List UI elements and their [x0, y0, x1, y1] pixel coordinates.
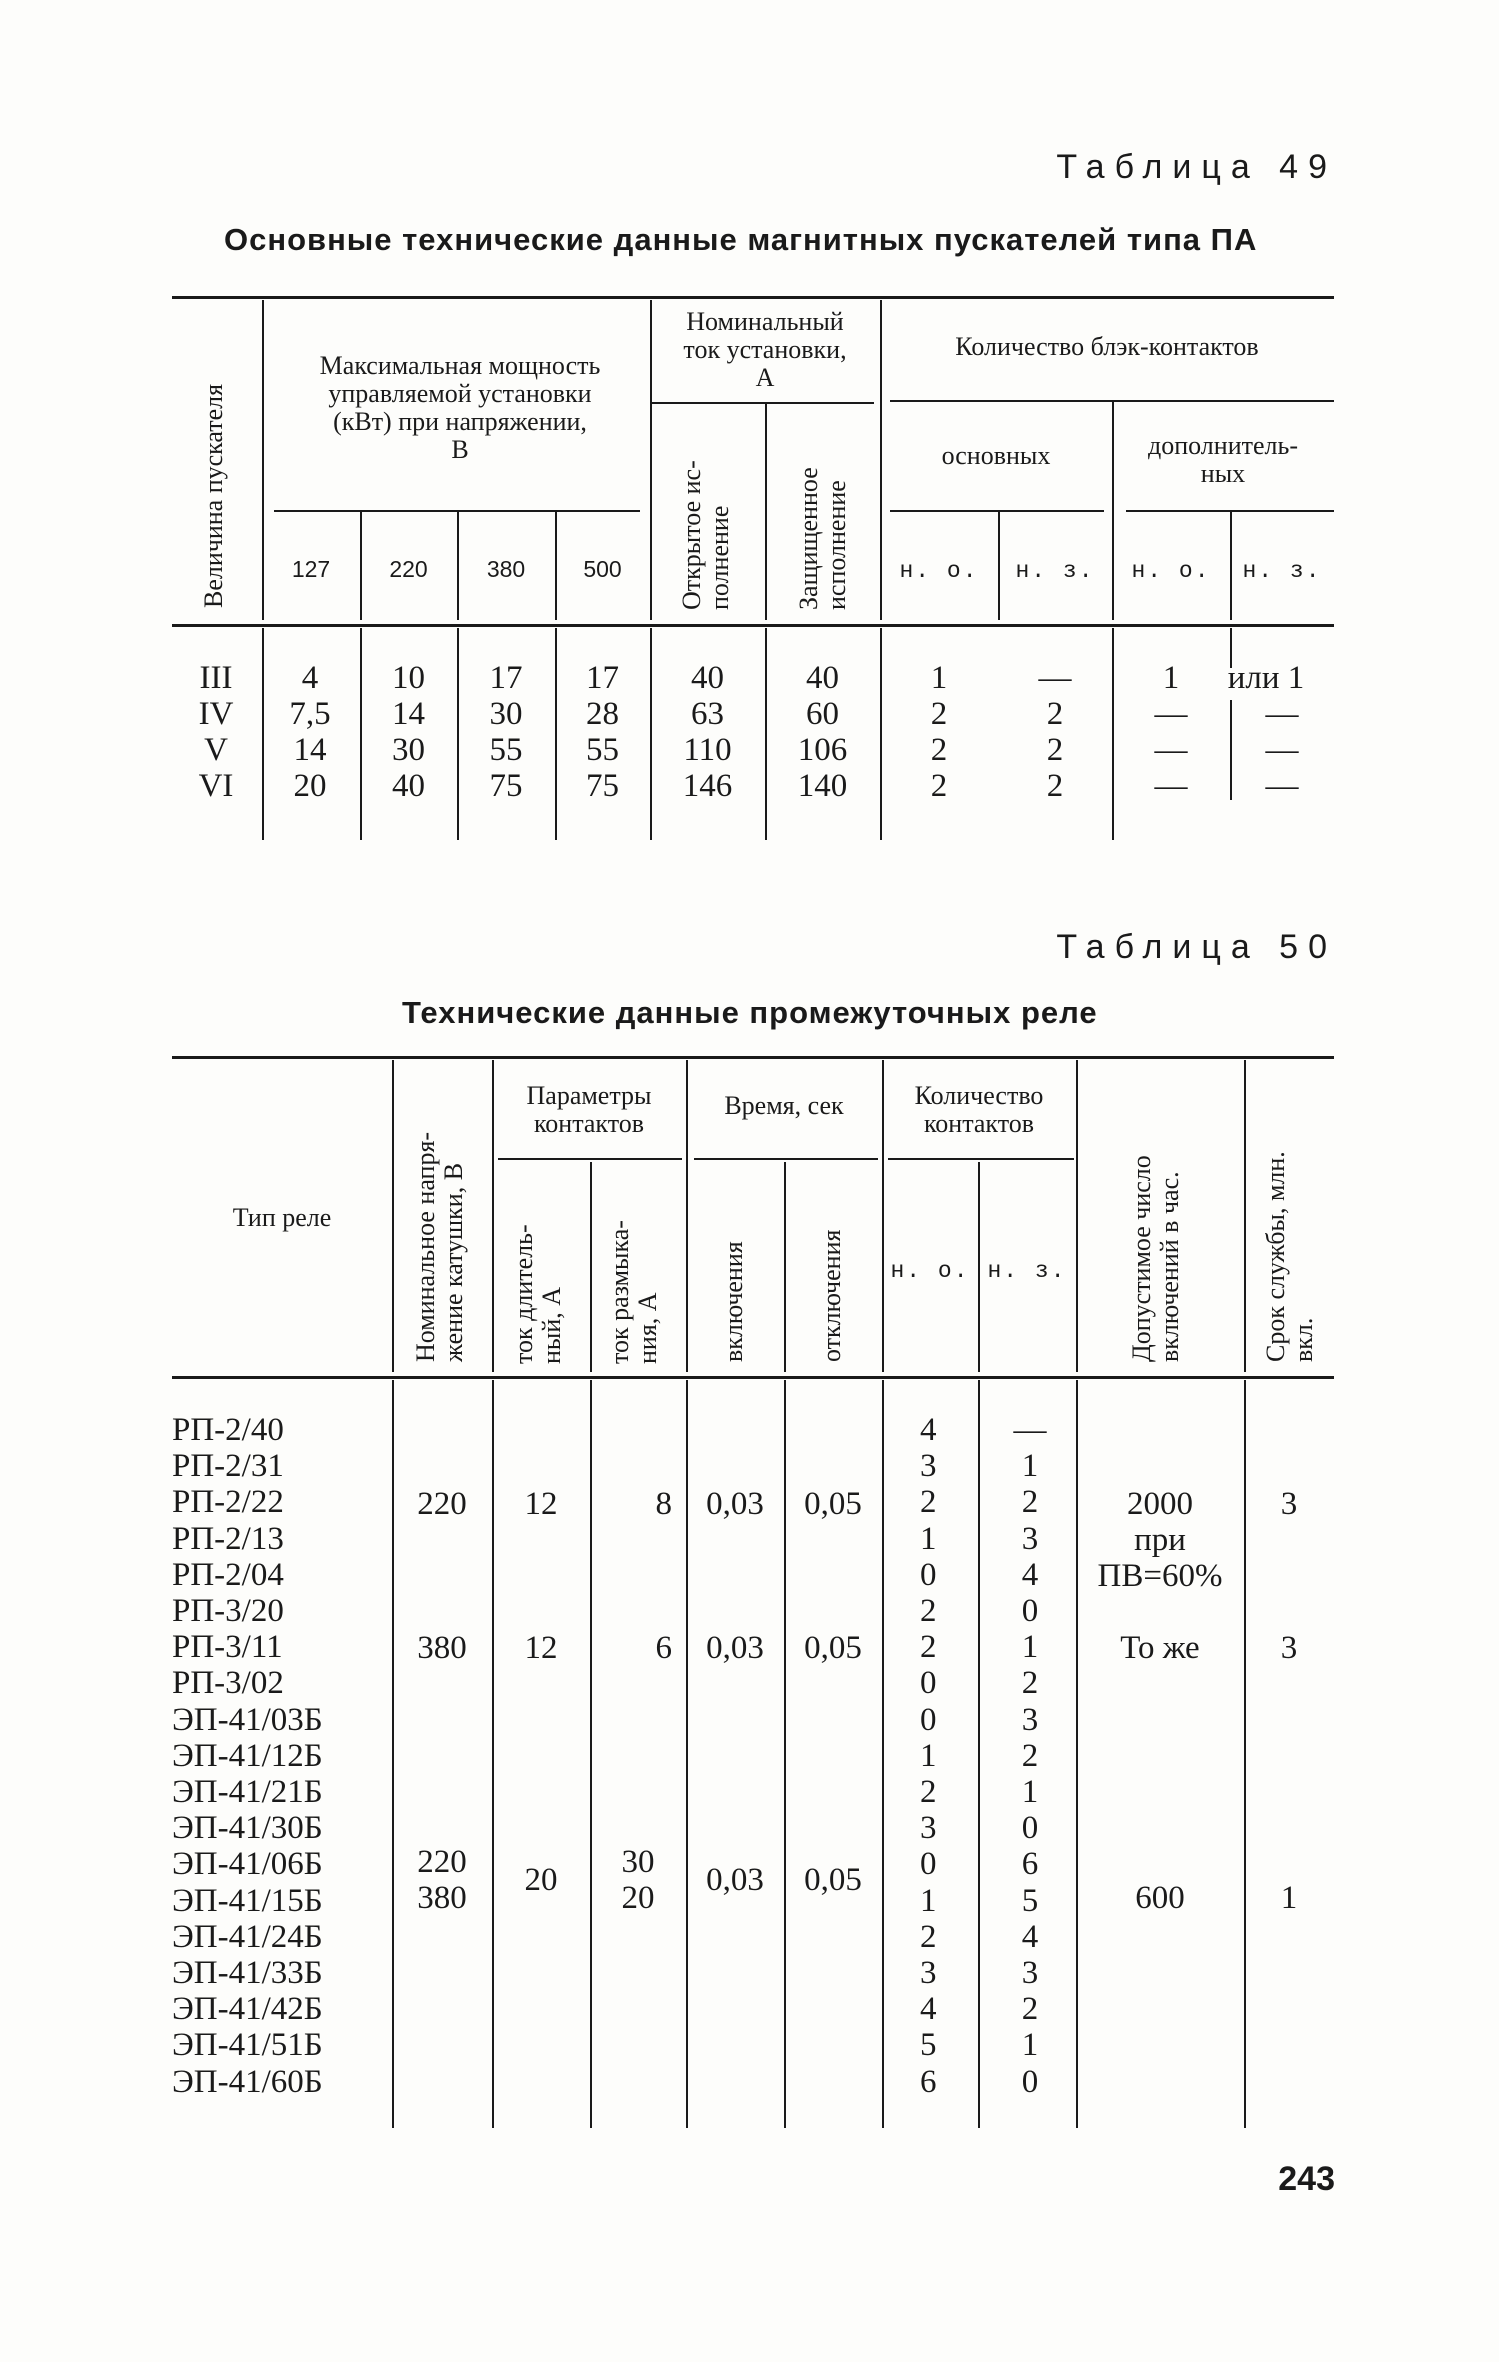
- header-service-life: Срок службы, млн. вкл.: [1261, 1151, 1318, 1362]
- header-off: отключения: [817, 1229, 846, 1362]
- contacts-no: 2: [920, 1593, 937, 1629]
- t49-cell-main_no: 2: [930, 696, 948, 732]
- rp3-long-current: 12: [524, 1630, 558, 1666]
- header-add-no: н. о.: [1131, 558, 1211, 584]
- contacts-no: 1: [920, 1520, 937, 1557]
- relay-type: ЭП-41/03Б: [172, 1701, 323, 1738]
- contacts-nz: 1: [1021, 1774, 1039, 1810]
- t49-cell-p380: 30: [489, 696, 523, 732]
- t49-cell-add_nz: —: [1265, 768, 1299, 804]
- ep41-voltage: 220 380: [417, 1844, 467, 1916]
- contacts-nz: 6: [1021, 1846, 1039, 1883]
- t49-cell-main_nz: 2: [1046, 768, 1064, 804]
- relay-type: ЭП-41/30Б: [172, 1810, 323, 1847]
- contacts-nz: 2: [1021, 1484, 1039, 1521]
- t49-cell-main_nz: 2: [1046, 732, 1064, 768]
- relay-type: ЭП-41/24Б: [172, 1918, 323, 1955]
- table49-caption: Основные технические данные магнитных пускателей типа ПА: [224, 222, 1258, 257]
- t49-cell-add_no: —: [1154, 768, 1188, 804]
- ep41-on: 0,03: [706, 1862, 764, 1898]
- t49-cell-add_no: —: [1154, 696, 1188, 732]
- t49-cell-open: 110: [683, 732, 732, 768]
- rp3-on: 0,03: [706, 1630, 764, 1666]
- t49-cell-p500: 75: [586, 768, 619, 804]
- t49-cell-size: VI: [198, 768, 234, 804]
- rp2-voltage: 220: [417, 1486, 467, 1522]
- contacts-nz: 1: [1021, 1629, 1039, 1666]
- rp2-long-current: 12: [524, 1486, 558, 1522]
- contacts-no: 4: [920, 1991, 937, 2028]
- t49-cell-p127: 14: [293, 732, 327, 768]
- header-coil-voltage: Номинальное напря- жение катушки, В: [411, 1131, 468, 1362]
- t49-cell-main_no: 1: [930, 660, 948, 696]
- relay-type: РП-3/02: [172, 1665, 284, 1702]
- contacts-nz: 4: [1021, 1918, 1039, 1955]
- contacts-no: 2: [920, 1484, 937, 1521]
- t49-cell-prot: 40: [806, 660, 839, 696]
- header-t50-no: н. о.: [890, 1258, 970, 1284]
- contacts-no: 1: [920, 1882, 937, 1919]
- t49-cell-main_nz: 2: [1046, 696, 1064, 732]
- contacts-no: 2: [920, 1629, 937, 1666]
- header-open: Открытое ис- полнение: [677, 460, 734, 610]
- t49-cell-p220: 40: [392, 768, 425, 804]
- contacts-nz: 3: [1021, 1955, 1039, 1991]
- rp3-break-current: 6: [655, 1630, 672, 1666]
- t49-cell-size: III: [199, 660, 233, 696]
- contacts-no: 3: [920, 1955, 937, 1991]
- header-main: основных: [941, 441, 1051, 470]
- t49-cell-add_nz: или 1: [1227, 660, 1305, 696]
- header-t50-nz: н. з.: [987, 1258, 1067, 1284]
- contacts-nz: 0: [1021, 2063, 1039, 2100]
- t49-cell-p500: 28: [586, 696, 619, 732]
- contacts-no: 2: [920, 1774, 937, 1810]
- header-main-no: н. о.: [899, 558, 979, 584]
- contacts-no: 0: [920, 1701, 937, 1738]
- ep41-long-current: 20: [524, 1862, 558, 1898]
- contacts-no: 3: [920, 1810, 937, 1847]
- table50-label: Таблица 50: [1056, 928, 1337, 966]
- header-size: Величина пускателя: [199, 383, 228, 608]
- contacts-no: 0: [920, 1556, 937, 1593]
- t49-cell-size: V: [204, 732, 228, 768]
- header-nominal-current: Номинальный ток установки, А: [683, 307, 847, 392]
- relay-type: РП-2/04: [172, 1556, 284, 1593]
- contacts-nz: 2: [1021, 1665, 1039, 1702]
- header-main-nz: н. з.: [1015, 558, 1095, 584]
- contacts-nz: —: [1013, 1412, 1047, 1448]
- t49-cell-p500: 55: [586, 732, 619, 768]
- rp2-break-current: 8: [655, 1486, 672, 1522]
- relay-type: РП-3/20: [172, 1593, 284, 1629]
- t49-cell-p220: 10: [392, 660, 425, 696]
- contacts-no: 5: [920, 2027, 937, 2064]
- t49-cell-prot: 140: [797, 768, 848, 804]
- header-block-contacts: Количество блэк-контактов: [955, 332, 1259, 361]
- relay-type: РП-3/11: [172, 1629, 283, 1666]
- t49-cell-p127: 4: [301, 660, 319, 696]
- contacts-nz: 3: [1021, 1520, 1039, 1557]
- contacts-no: 4: [920, 1412, 937, 1448]
- t49-cell-add_nz: —: [1265, 732, 1299, 768]
- contacts-no: 1: [920, 1737, 937, 1774]
- t49-cell-prot: 60: [806, 696, 839, 732]
- header-add-nz: н. з.: [1242, 558, 1322, 584]
- contacts-nz: 5: [1021, 1882, 1039, 1919]
- relay-type: РП-2/31: [172, 1448, 284, 1485]
- header-time: Время, сек: [724, 1091, 844, 1120]
- contacts-no: 3: [920, 1448, 937, 1485]
- t49-cell-add_no: 1: [1162, 660, 1180, 696]
- t49-cell-main_no: 2: [930, 732, 948, 768]
- header-long-current: ток длитель- ный, А: [509, 1224, 566, 1364]
- t49-cell-main_nz: —: [1038, 660, 1072, 696]
- t49-cell-open: 40: [691, 660, 724, 696]
- header-v380: 380: [486, 556, 526, 582]
- contacts-nz: 1: [1021, 1448, 1039, 1485]
- rp3-off: 0,05: [804, 1630, 862, 1666]
- ep41-break-current: 30 20: [621, 1844, 655, 1916]
- table50-caption: Технические данные промежуточных реле: [402, 995, 1098, 1030]
- contacts-no: 0: [920, 1846, 937, 1883]
- page-number: 243: [1278, 2160, 1335, 2198]
- rp3-voltage: 380: [417, 1630, 467, 1666]
- contacts-nz: 2: [1021, 1991, 1039, 2028]
- ep41-off: 0,05: [804, 1862, 862, 1898]
- t49-cell-p220: 30: [392, 732, 425, 768]
- header-break-current: ток размыка- ния, А: [605, 1220, 662, 1364]
- header-protected: Защищенное исполнение: [794, 467, 851, 610]
- header-contact-params: Параметры контактов: [526, 1081, 652, 1138]
- header-type: Тип реле: [232, 1203, 332, 1232]
- contacts-nz: 0: [1021, 1593, 1039, 1629]
- t49-cell-p380: 55: [489, 732, 523, 768]
- ep41-life: 1: [1280, 1880, 1298, 1916]
- relay-type: ЭП-41/60Б: [172, 2063, 323, 2100]
- header-on: включения: [719, 1241, 748, 1362]
- rp2-allowed: 2000 при ПВ=60%: [1097, 1486, 1223, 1594]
- contacts-nz: 2: [1021, 1737, 1039, 1774]
- header-additional: дополнитель- ных: [1148, 431, 1298, 488]
- rp3-life: 3: [1280, 1630, 1298, 1666]
- relay-type: ЭП-41/21Б: [172, 1774, 323, 1810]
- rp2-life: 3: [1280, 1486, 1298, 1522]
- relay-type: РП-2/13: [172, 1520, 284, 1557]
- t49-cell-p380: 17: [489, 660, 523, 696]
- t49-cell-p127: 7,5: [289, 696, 331, 732]
- rp2-on: 0,03: [706, 1486, 764, 1522]
- t49-cell-p127: 20: [293, 768, 327, 804]
- t49-cell-open: 146: [682, 768, 733, 804]
- header-max-power: Максимальная мощность управляемой установки (кВт) при напряжении, В: [319, 351, 601, 464]
- contacts-nz: 4: [1021, 1556, 1039, 1593]
- relay-type: РП-2/40: [172, 1412, 284, 1448]
- t49-cell-open: 63: [691, 696, 724, 732]
- table49-label: Таблица 49: [1056, 148, 1337, 186]
- relay-type: ЭП-41/33Б: [172, 1955, 323, 1991]
- t49-cell-p380: 75: [489, 768, 523, 804]
- rp2-off: 0,05: [804, 1486, 862, 1522]
- t49-cell-p220: 14: [392, 696, 425, 732]
- header-v500: 500: [583, 556, 622, 582]
- relay-type: ЭП-41/42Б: [172, 1991, 323, 2028]
- t49-cell-add_no: —: [1154, 732, 1188, 768]
- t49-cell-p500: 17: [586, 660, 619, 696]
- ep41-allowed: 600: [1135, 1880, 1185, 1916]
- contacts-no: 6: [920, 2063, 937, 2100]
- t49-cell-main_no: 2: [930, 768, 948, 804]
- rp3-allowed: То же: [1120, 1630, 1200, 1666]
- t49-cell-prot: 106: [797, 732, 848, 768]
- relay-type: ЭП-41/15Б: [172, 1882, 323, 1919]
- contacts-nz: 1: [1021, 2027, 1039, 2064]
- header-v127: 127: [291, 556, 331, 582]
- relay-type: ЭП-41/12Б: [172, 1737, 323, 1774]
- header-v220: 220: [389, 556, 428, 582]
- t49-cell-add_nz: —: [1265, 696, 1299, 732]
- contacts-no: 0: [920, 1665, 937, 1702]
- t49-cell-size: IV: [198, 696, 234, 732]
- relay-type: РП-2/22: [172, 1484, 284, 1521]
- contacts-nz: 3: [1021, 1701, 1039, 1738]
- header-contacts-count: Количество контактов: [914, 1081, 1044, 1138]
- relay-type: ЭП-41/51Б: [172, 2027, 323, 2064]
- contacts-no: 2: [920, 1918, 937, 1955]
- relay-type: ЭП-41/06Б: [172, 1846, 323, 1883]
- header-allowed-switching: Допустимое число включений в час.: [1127, 1155, 1184, 1362]
- contacts-nz: 0: [1021, 1810, 1039, 1847]
